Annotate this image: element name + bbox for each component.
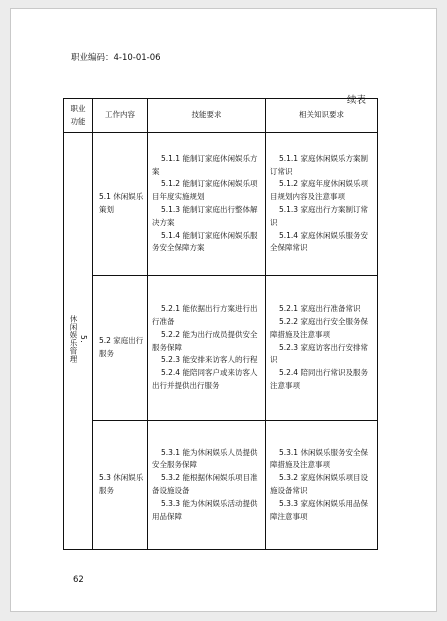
knowledge-cell — [266, 421, 378, 550]
skill-item: 5.1.4 能制订家庭休闲娱乐服务安全保障方案 — [152, 230, 258, 253]
skill-item: 5.3.1 能为休闲娱乐人员提供安全服务保障 — [152, 447, 258, 470]
skill-item: 5.1.3 能制订家庭出行整体解决方案 — [152, 205, 258, 227]
knowledge-item: 5.2.4 陪同出行常识及服务注意事项 — [270, 368, 368, 390]
header-function-text: 职业 功能 — [70, 103, 86, 126]
skill-item: 5.2.4 能陪同客户或来访客人出行并提供出行服务 — [152, 368, 258, 390]
table-header-row — [64, 99, 378, 133]
header-function — [64, 99, 93, 133]
function-cell — [64, 133, 93, 550]
header-skills: 技能要求 — [148, 99, 266, 133]
knowledge-item: 5.3.3 家庭休闲娱乐用品保障注意事项 — [270, 498, 368, 521]
knowledge-item: 5.2.3 家庭访客出行安排常识 — [270, 342, 368, 365]
table-row — [64, 133, 378, 276]
knowledge-item: 5.1.4 家庭休闲娱乐服务安全保障常识 — [270, 230, 368, 253]
knowledge-cell — [266, 133, 378, 276]
skill-item: 5.3.3 能为休闲娱乐活动提供用品保障 — [152, 498, 258, 521]
knowledge-item: 5.1.1 家庭休闲娱乐方案制订常识 — [270, 153, 368, 176]
work-content-cell: 5.1 休闲娱乐策划 — [93, 133, 148, 276]
knowledge-cell — [266, 276, 378, 421]
skills-cell — [148, 421, 266, 550]
header-content: 工作内容 — [93, 99, 148, 133]
knowledge-item: 5.2.1 家庭出行准备常识 — [279, 304, 361, 314]
header-knowledge: 相关知识要求 — [266, 99, 378, 133]
knowledge-item: 5.1.3 家庭出行方案制订常识 — [270, 205, 368, 227]
requirements-table — [63, 98, 378, 550]
continued-label: 续表 — [346, 95, 366, 106]
skill-item: 5.2.3 能安排来访客人的行程 — [161, 355, 258, 365]
skills-cell — [148, 133, 266, 276]
knowledge-item: 5.3.1 休闲娱乐服务安全保障措施及注意事项 — [270, 447, 368, 470]
page-number: 62 — [73, 575, 84, 585]
skill-item: 5.1.2 能制订家庭休闲娱乐项目年度实施规划 — [152, 179, 258, 202]
work-content-cell: 5.2 家庭出行服务 — [93, 276, 148, 421]
table-row — [64, 276, 378, 421]
work-content-cell: 5.3 休闲娱乐服务 — [93, 421, 148, 550]
skill-item: 5.2.2 能为出行成员提供安全服务保障 — [152, 329, 258, 352]
knowledge-item: 5.1.2 家庭年度休闲娱乐项目规划内容及注意事项 — [270, 179, 368, 202]
knowledge-item: 5.3.2 家庭休闲娱乐项目设施设备常识 — [270, 473, 368, 495]
occupation-code: 职业编码：4-10-01-06 — [71, 53, 161, 63]
skills-cell — [148, 276, 266, 421]
knowledge-item: 5.2.2 家庭出行安全服务保障措施及注意事项 — [270, 317, 368, 339]
table-row — [64, 421, 378, 550]
skill-item: 5.2.1 能依据出行方案进行出行准备 — [152, 304, 258, 326]
skill-item: 5.1.1 能制订家庭休闲娱乐方案 — [152, 153, 258, 176]
skill-item: 5.3.2 能根据休闲娱乐项目准备设施设备 — [152, 473, 258, 495]
function-label: 5. 休闲娱乐管理 — [69, 314, 88, 363]
